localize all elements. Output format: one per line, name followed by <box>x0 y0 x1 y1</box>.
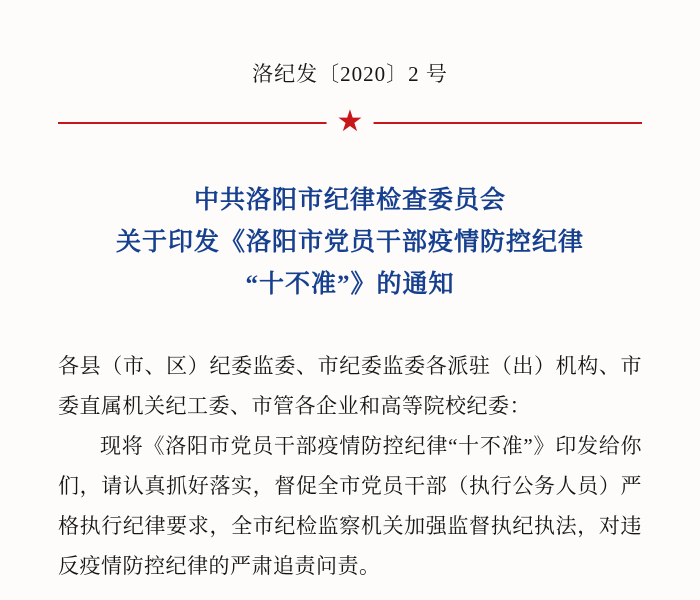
body-paragraph-recipients: 各县（市、区）纪委监委、市纪委监委各派驻（出）机构、市委直属机关纪工委、市管各企业和高等院校纪委： <box>58 354 642 418</box>
header-separator <box>58 105 642 138</box>
title-line-1: 中共洛阳市纪律检查委员会 <box>193 187 506 214</box>
document-number: 洛纪发〔2020〕2 号 <box>252 62 448 86</box>
document-body <box>58 346 642 586</box>
red-star-icon: ★ <box>327 110 374 134</box>
document-title <box>58 180 642 306</box>
title-line-3: “十不准”》的通知 <box>245 271 455 298</box>
body-paragraph-main: 现将《洛阳市党员干部疫情防控纪律“十不准”》印发给你们，请认真抓好落实，督促全市党员干部（执行公务人员）严格执行纪律要求，全市纪检监察机关加强监督执纪执法，对违反疫情防控纪律的严肃追责问责。 <box>58 434 642 578</box>
title-line-2: 关于印发《洛阳市党员干部疫情防控纪律 <box>115 229 584 256</box>
